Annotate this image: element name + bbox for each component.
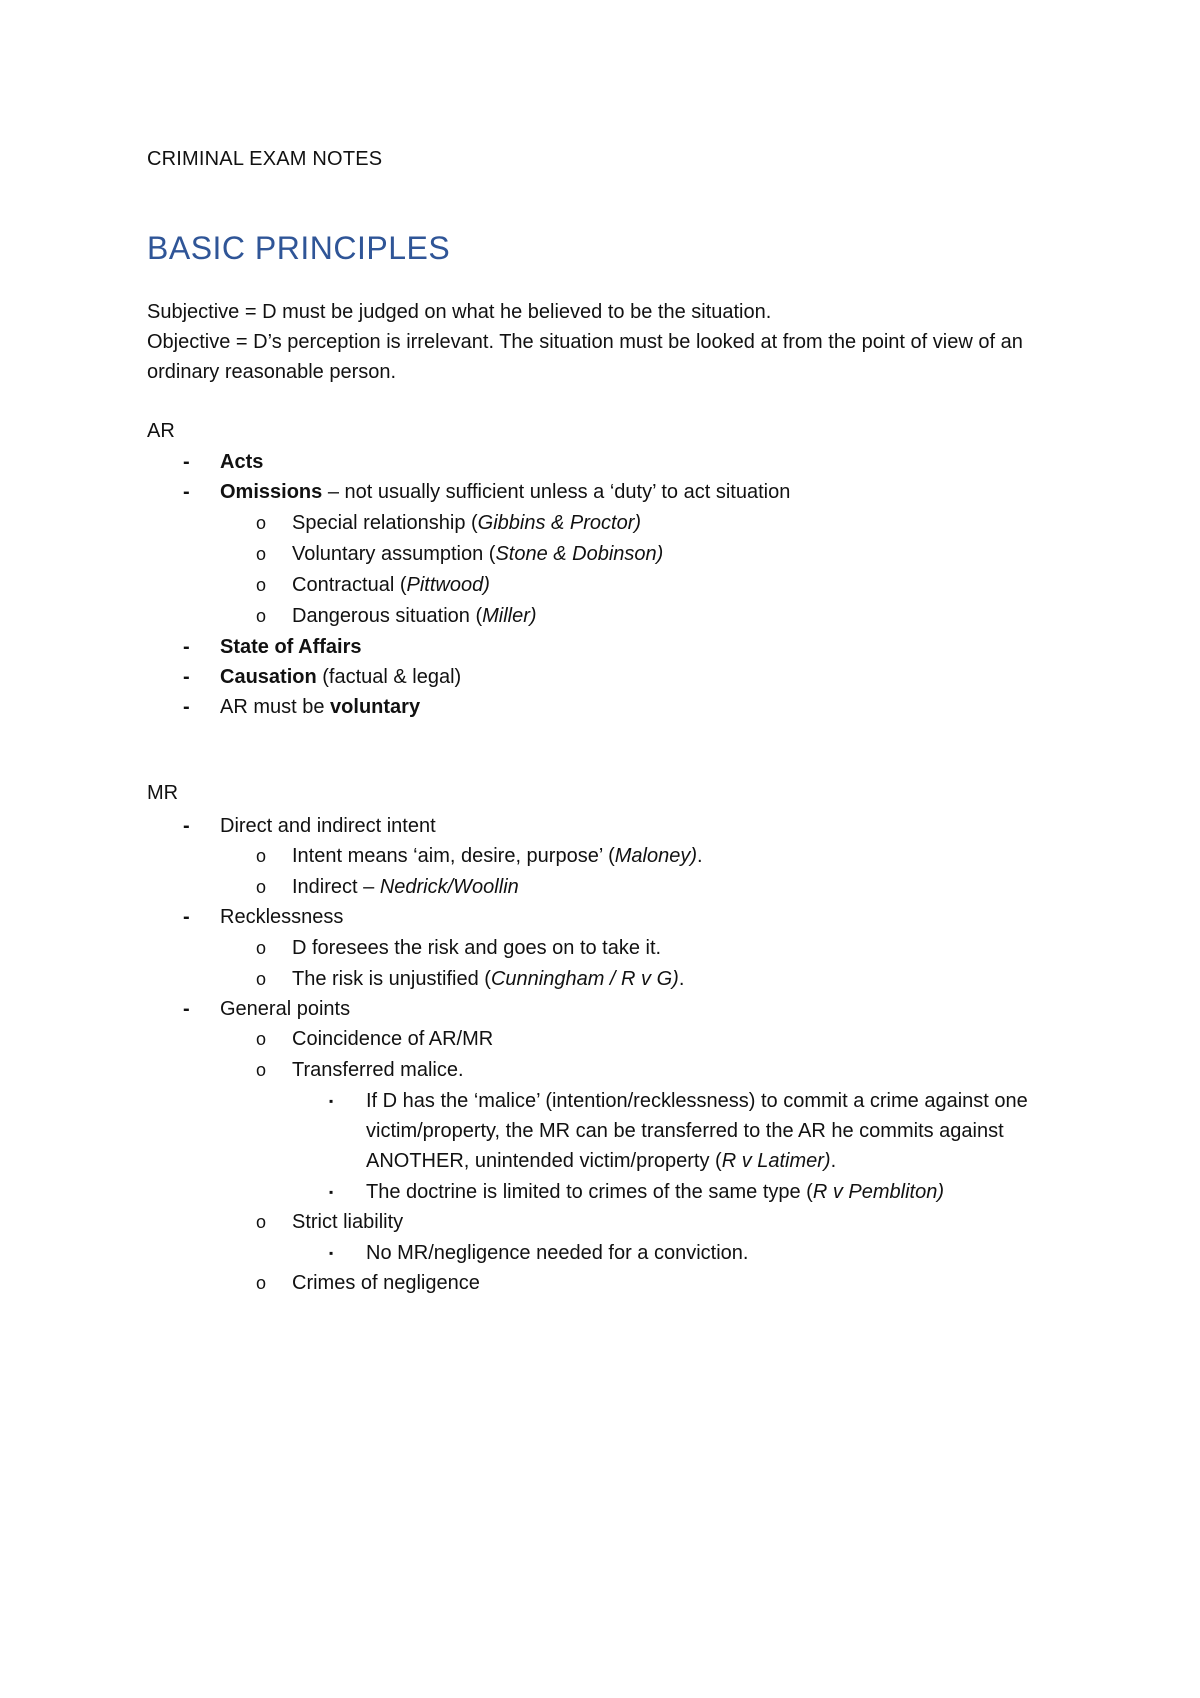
intent-means-text: Intent means ‘aim, desire, purpose’ (: [292, 845, 615, 867]
list-item-transferred-malice: Transferred malice.: [292, 1059, 464, 1081]
circle-bullet: o: [256, 544, 267, 564]
ar-label: AR: [147, 420, 175, 442]
voluntary-assumption-text: Voluntary assumption (: [292, 543, 496, 565]
list-item-coincidence: Coincidence of AR/MR: [292, 1028, 494, 1050]
list-item-dangerous-situation: [292, 601, 537, 631]
circle-bullet: o: [256, 1212, 267, 1232]
list-item-causation: [220, 662, 461, 692]
dash-bullet: -: [183, 906, 190, 928]
list-item-strict-liability: Strict liability: [292, 1211, 404, 1233]
dash-bullet: -: [183, 451, 190, 473]
indirect-text: Indirect –: [292, 876, 380, 898]
case-citation: Stone & Dobinson): [495, 543, 664, 565]
list-item-malice-transfer: [366, 1086, 1066, 1176]
circle-bullet: o: [256, 575, 267, 595]
circle-bullet: o: [256, 513, 267, 533]
list-item-recklessness: Recklessness: [220, 906, 344, 928]
list-item-general-points: General points: [220, 998, 351, 1020]
circle-bullet: o: [256, 1029, 267, 1049]
case-citation: Pittwood): [406, 574, 490, 596]
section-heading: BASIC PRINCIPLES: [147, 230, 451, 266]
dash-bullet: -: [183, 696, 190, 718]
document-title: CRIMINAL EXAM NOTES: [147, 148, 383, 170]
list-item-foresees: D foresees the risk and goes on to take it.: [292, 937, 662, 959]
case-citation: Maloney): [614, 845, 698, 867]
circle-bullet: o: [256, 1273, 267, 1293]
causation-term: Causation: [220, 666, 317, 688]
circle-bullet: o: [256, 938, 267, 958]
dangerous-situation-text: Dangerous situation (: [292, 605, 483, 627]
list-item-crimes-of-negligence: Crimes of negligence: [292, 1272, 480, 1294]
circle-bullet: o: [256, 877, 267, 897]
causation-text: (factual & legal): [316, 666, 462, 688]
list-item-intent: Direct and indirect intent: [220, 815, 436, 837]
omissions-term: Omissions: [220, 481, 323, 503]
list-item-no-mr: No MR/negligence needed for a conviction.: [366, 1242, 749, 1264]
list-item-contractual: [292, 570, 490, 600]
punctuation: .: [678, 968, 685, 990]
list-item-doctrine: [366, 1177, 1066, 1207]
list-item-acts: [220, 447, 263, 477]
list-item-voluntary-assumption: [292, 539, 663, 569]
special-relationship-text: Special relationship (: [292, 512, 478, 534]
square-bullet: ▪: [329, 1246, 334, 1260]
list-item-state-of-affairs: [220, 632, 362, 662]
subjective-definition: Subjective = D must be judged on what he believed to be the situation.: [147, 301, 772, 323]
case-citation: R v Pembliton): [812, 1181, 944, 1203]
doctrine-text: The doctrine is limited to crimes of the same type (: [366, 1181, 813, 1203]
circle-bullet: o: [256, 606, 267, 626]
list-item-intent-means: [292, 841, 703, 871]
case-citation: Gibbins & Proctor): [477, 512, 642, 534]
omissions-text: – not usually sufficient unless a ‘duty’ to act situation: [322, 481, 791, 503]
state-of-affairs-text: State of Affairs: [220, 636, 362, 658]
punctuation: .: [830, 1150, 837, 1172]
malice-text: If D has the ‘malice’ (intention/recklessness) to commit a crime against one victim/property, the MR can be transferred to the AR he commits against ANOTHER, unintended victim/property (: [366, 1090, 1028, 1172]
list-item-special-relationship: [292, 508, 641, 538]
circle-bullet: o: [256, 969, 267, 989]
dash-bullet: -: [183, 636, 190, 658]
dash-bullet: -: [183, 666, 190, 688]
voluntary-term: voluntary: [330, 696, 421, 718]
dash-bullet: -: [183, 481, 190, 503]
acts-text: Acts: [220, 451, 264, 473]
punctuation: .: [697, 845, 703, 867]
circle-bullet: o: [256, 846, 267, 866]
list-item-omissions: [220, 477, 790, 507]
objective-definition: Objective = D’s perception is irrelevant. The situation must be looked at from the point of view of an ordinary reasonable person.: [147, 331, 1023, 383]
contractual-text: Contractual (: [292, 574, 407, 596]
case-citation: R v Latimer): [721, 1150, 831, 1172]
dash-bullet: -: [183, 998, 190, 1020]
dash-bullet: -: [183, 815, 190, 837]
list-item-unjustified: [292, 964, 684, 994]
case-citation: Miller): [482, 605, 537, 627]
circle-bullet: o: [256, 1060, 267, 1080]
case-citation: Nedrick/Woollin: [379, 876, 519, 898]
list-item-voluntary: [220, 692, 420, 722]
square-bullet: ▪: [329, 1094, 334, 1108]
voluntary-prefix: AR must be: [220, 696, 331, 718]
mr-label: MR: [147, 782, 179, 804]
square-bullet: ▪: [329, 1185, 334, 1199]
list-item-indirect: [292, 872, 519, 902]
case-citation: Cunningham / R v G): [490, 968, 679, 990]
unjustified-text: The risk is unjustified (: [292, 968, 491, 990]
